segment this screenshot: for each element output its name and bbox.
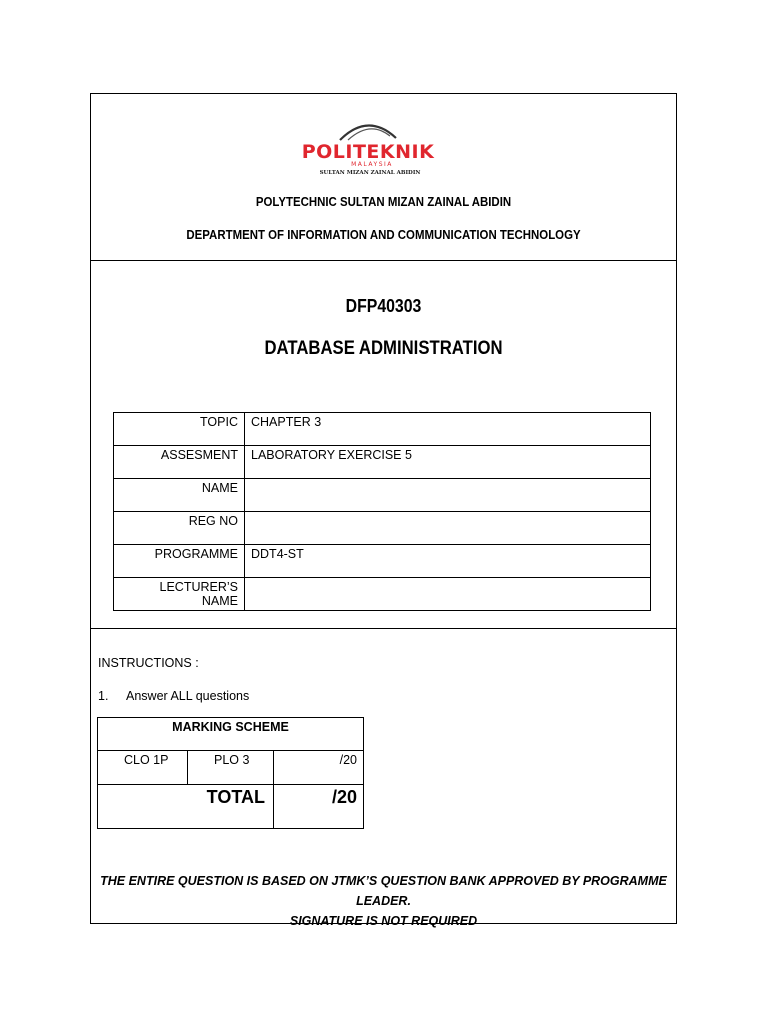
name-field[interactable] bbox=[245, 479, 651, 512]
table-row bbox=[98, 751, 364, 785]
reg-no-field[interactable] bbox=[245, 512, 651, 545]
clo-cell: CLO 1P bbox=[98, 751, 188, 785]
footer-line-2: SIGNATURE IS NOT REQUIRED bbox=[289, 914, 478, 928]
logo-wordmark: POLITEKNIK bbox=[301, 141, 435, 163]
total-label: TOTAL bbox=[98, 785, 274, 829]
table-row bbox=[98, 718, 364, 751]
plo-cell: PLO 3 bbox=[188, 751, 274, 785]
marking-scheme-table bbox=[97, 717, 364, 829]
score-cell: /20 bbox=[274, 751, 364, 785]
marking-scheme-title: MARKING SCHEME bbox=[98, 718, 364, 751]
course-title: DATABASE ADMINISTRATION bbox=[264, 338, 503, 359]
topic-label: TOPIC bbox=[114, 413, 245, 446]
divider-header bbox=[91, 260, 676, 261]
name-label: NAME bbox=[114, 479, 245, 512]
politeknik-logo bbox=[300, 118, 436, 180]
table-row bbox=[114, 413, 651, 446]
topic-value: CHAPTER 3 bbox=[245, 413, 651, 446]
table-row bbox=[114, 545, 651, 578]
school-name: POLYTECHNIC SULTAN MIZAN ZAINAL ABIDIN bbox=[255, 194, 512, 209]
assessment-value: LABORATORY EXERCISE 5 bbox=[245, 446, 651, 479]
instruction-text: Answer ALL questions bbox=[126, 689, 250, 703]
logo-campus: SULTAN MIZAN ZAINAL ABIDIN bbox=[319, 170, 421, 176]
reg-no-label: REG NO bbox=[114, 512, 245, 545]
course-code: DFP40303 bbox=[345, 296, 422, 316]
programme-label: PROGRAMME bbox=[114, 545, 245, 578]
lecturer-name-field[interactable] bbox=[245, 578, 651, 611]
footer-note bbox=[90, 871, 677, 931]
student-info-table bbox=[113, 412, 651, 611]
table-row bbox=[114, 578, 651, 611]
footer-line-1: THE ENTIRE QUESTION IS BASED ON JTMK’S QUESTION BANK APPROVED BY PROGRAMME LEADER. bbox=[100, 874, 667, 908]
programme-value: DDT4-ST bbox=[245, 545, 651, 578]
table-row bbox=[114, 512, 651, 545]
department-name: DEPARTMENT OF INFORMATION AND COMMUNICATION TECHNOLOGY bbox=[186, 227, 581, 242]
assessment-label: ASSESMENT bbox=[114, 446, 245, 479]
table-row bbox=[114, 479, 651, 512]
instructions-heading: INSTRUCTIONS : bbox=[98, 656, 199, 670]
total-score: /20 bbox=[274, 785, 364, 829]
instruction-item bbox=[98, 689, 249, 703]
table-row bbox=[114, 446, 651, 479]
table-row bbox=[98, 785, 364, 829]
divider-info bbox=[91, 628, 676, 629]
lecturer-name-label: LECTURER’S NAME bbox=[114, 578, 245, 611]
logo-subword: MALAYSIA bbox=[351, 161, 393, 168]
instruction-number: 1. bbox=[98, 689, 109, 703]
